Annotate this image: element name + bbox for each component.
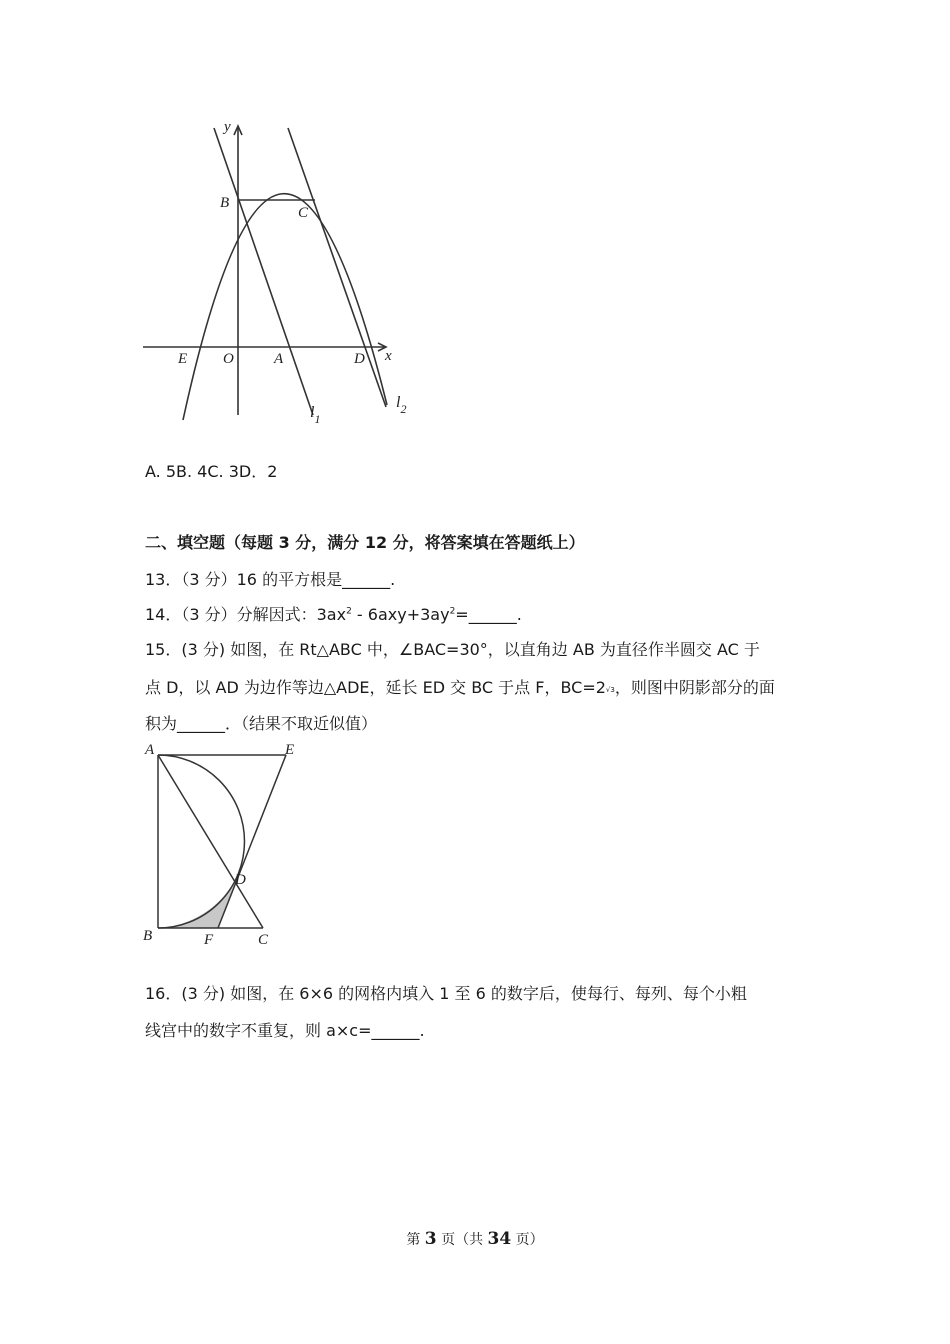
q15-sqrt3: √3	[605, 686, 615, 694]
label-l2: $l_2$	[396, 394, 407, 416]
label-d: D	[354, 351, 365, 367]
label-c: C	[258, 932, 269, 948]
footer-pre: 第	[406, 1232, 425, 1248]
shaded-region	[158, 878, 237, 928]
triangle-semicircle-figure	[140, 740, 310, 952]
label-e: E	[178, 351, 188, 367]
q14-pre: 14．（3 分）分解因式：3ax	[145, 605, 347, 624]
label-b: B	[143, 928, 153, 944]
q15-line2-post: ，则图中阴影部分的面	[614, 678, 775, 697]
label-d: D	[235, 872, 246, 888]
q14-mid: - 6axy+3ay	[351, 605, 450, 624]
label-o: O	[223, 351, 234, 367]
q15-line3: 积为______．（结果不取近似值）	[145, 714, 378, 733]
q12-options: A. 5B. 4C. 3D．2	[145, 462, 278, 481]
label-l1: $l_1$	[310, 404, 321, 426]
label-y: y	[224, 119, 231, 135]
line-l2	[288, 128, 386, 407]
footer-post: 页）	[511, 1232, 544, 1248]
q14-sup2: 2	[449, 606, 456, 617]
label-b: B	[220, 195, 230, 211]
q16-line1: 16．(3 分) 如图，在 6×6 的网格内填入 1 至 6 的数字后，使每行、每列、每个小粗	[145, 984, 747, 1003]
section2-title: 二、填空题（每题 3 分，满分 12 分，将答案填在答题纸上）	[145, 533, 585, 552]
q15-line2	[145, 675, 775, 698]
page-footer	[0, 1229, 950, 1249]
footer-total: 34	[487, 1229, 512, 1249]
q13-text: 13．（3 分）16 的平方根是______.	[145, 570, 396, 589]
footer-page: 3	[424, 1229, 437, 1249]
label-c: C	[298, 205, 309, 221]
parabola-figure	[140, 115, 430, 435]
label-x: x	[385, 348, 392, 364]
q14-text	[145, 602, 522, 625]
label-a: A	[145, 742, 155, 758]
semicircle	[158, 755, 245, 928]
footer-mid: 页（共	[436, 1232, 488, 1248]
q15-line1: 15．(3 分) 如图，在 Rt△ABC 中，∠BAC=30°，以直角边 AB 为直径作半圆交 AC 于	[145, 640, 760, 659]
label-e: E	[285, 742, 295, 758]
q14-post: =______.	[455, 605, 522, 624]
segment-ef	[218, 755, 286, 928]
parabola-curve	[183, 194, 387, 420]
q15-line2-pre: 点 D，以 AD 为边作等边△ADE，延长 ED 交 BC 于点 F，BC=2	[145, 678, 606, 697]
line-l1	[214, 128, 313, 415]
q16-line2: 线宫中的数字不重复，则 a×c=______.	[145, 1021, 425, 1040]
label-a: A	[274, 351, 284, 367]
label-f: F	[204, 932, 214, 948]
segment-ac	[158, 755, 263, 928]
q14-sup1: 2	[346, 606, 352, 617]
